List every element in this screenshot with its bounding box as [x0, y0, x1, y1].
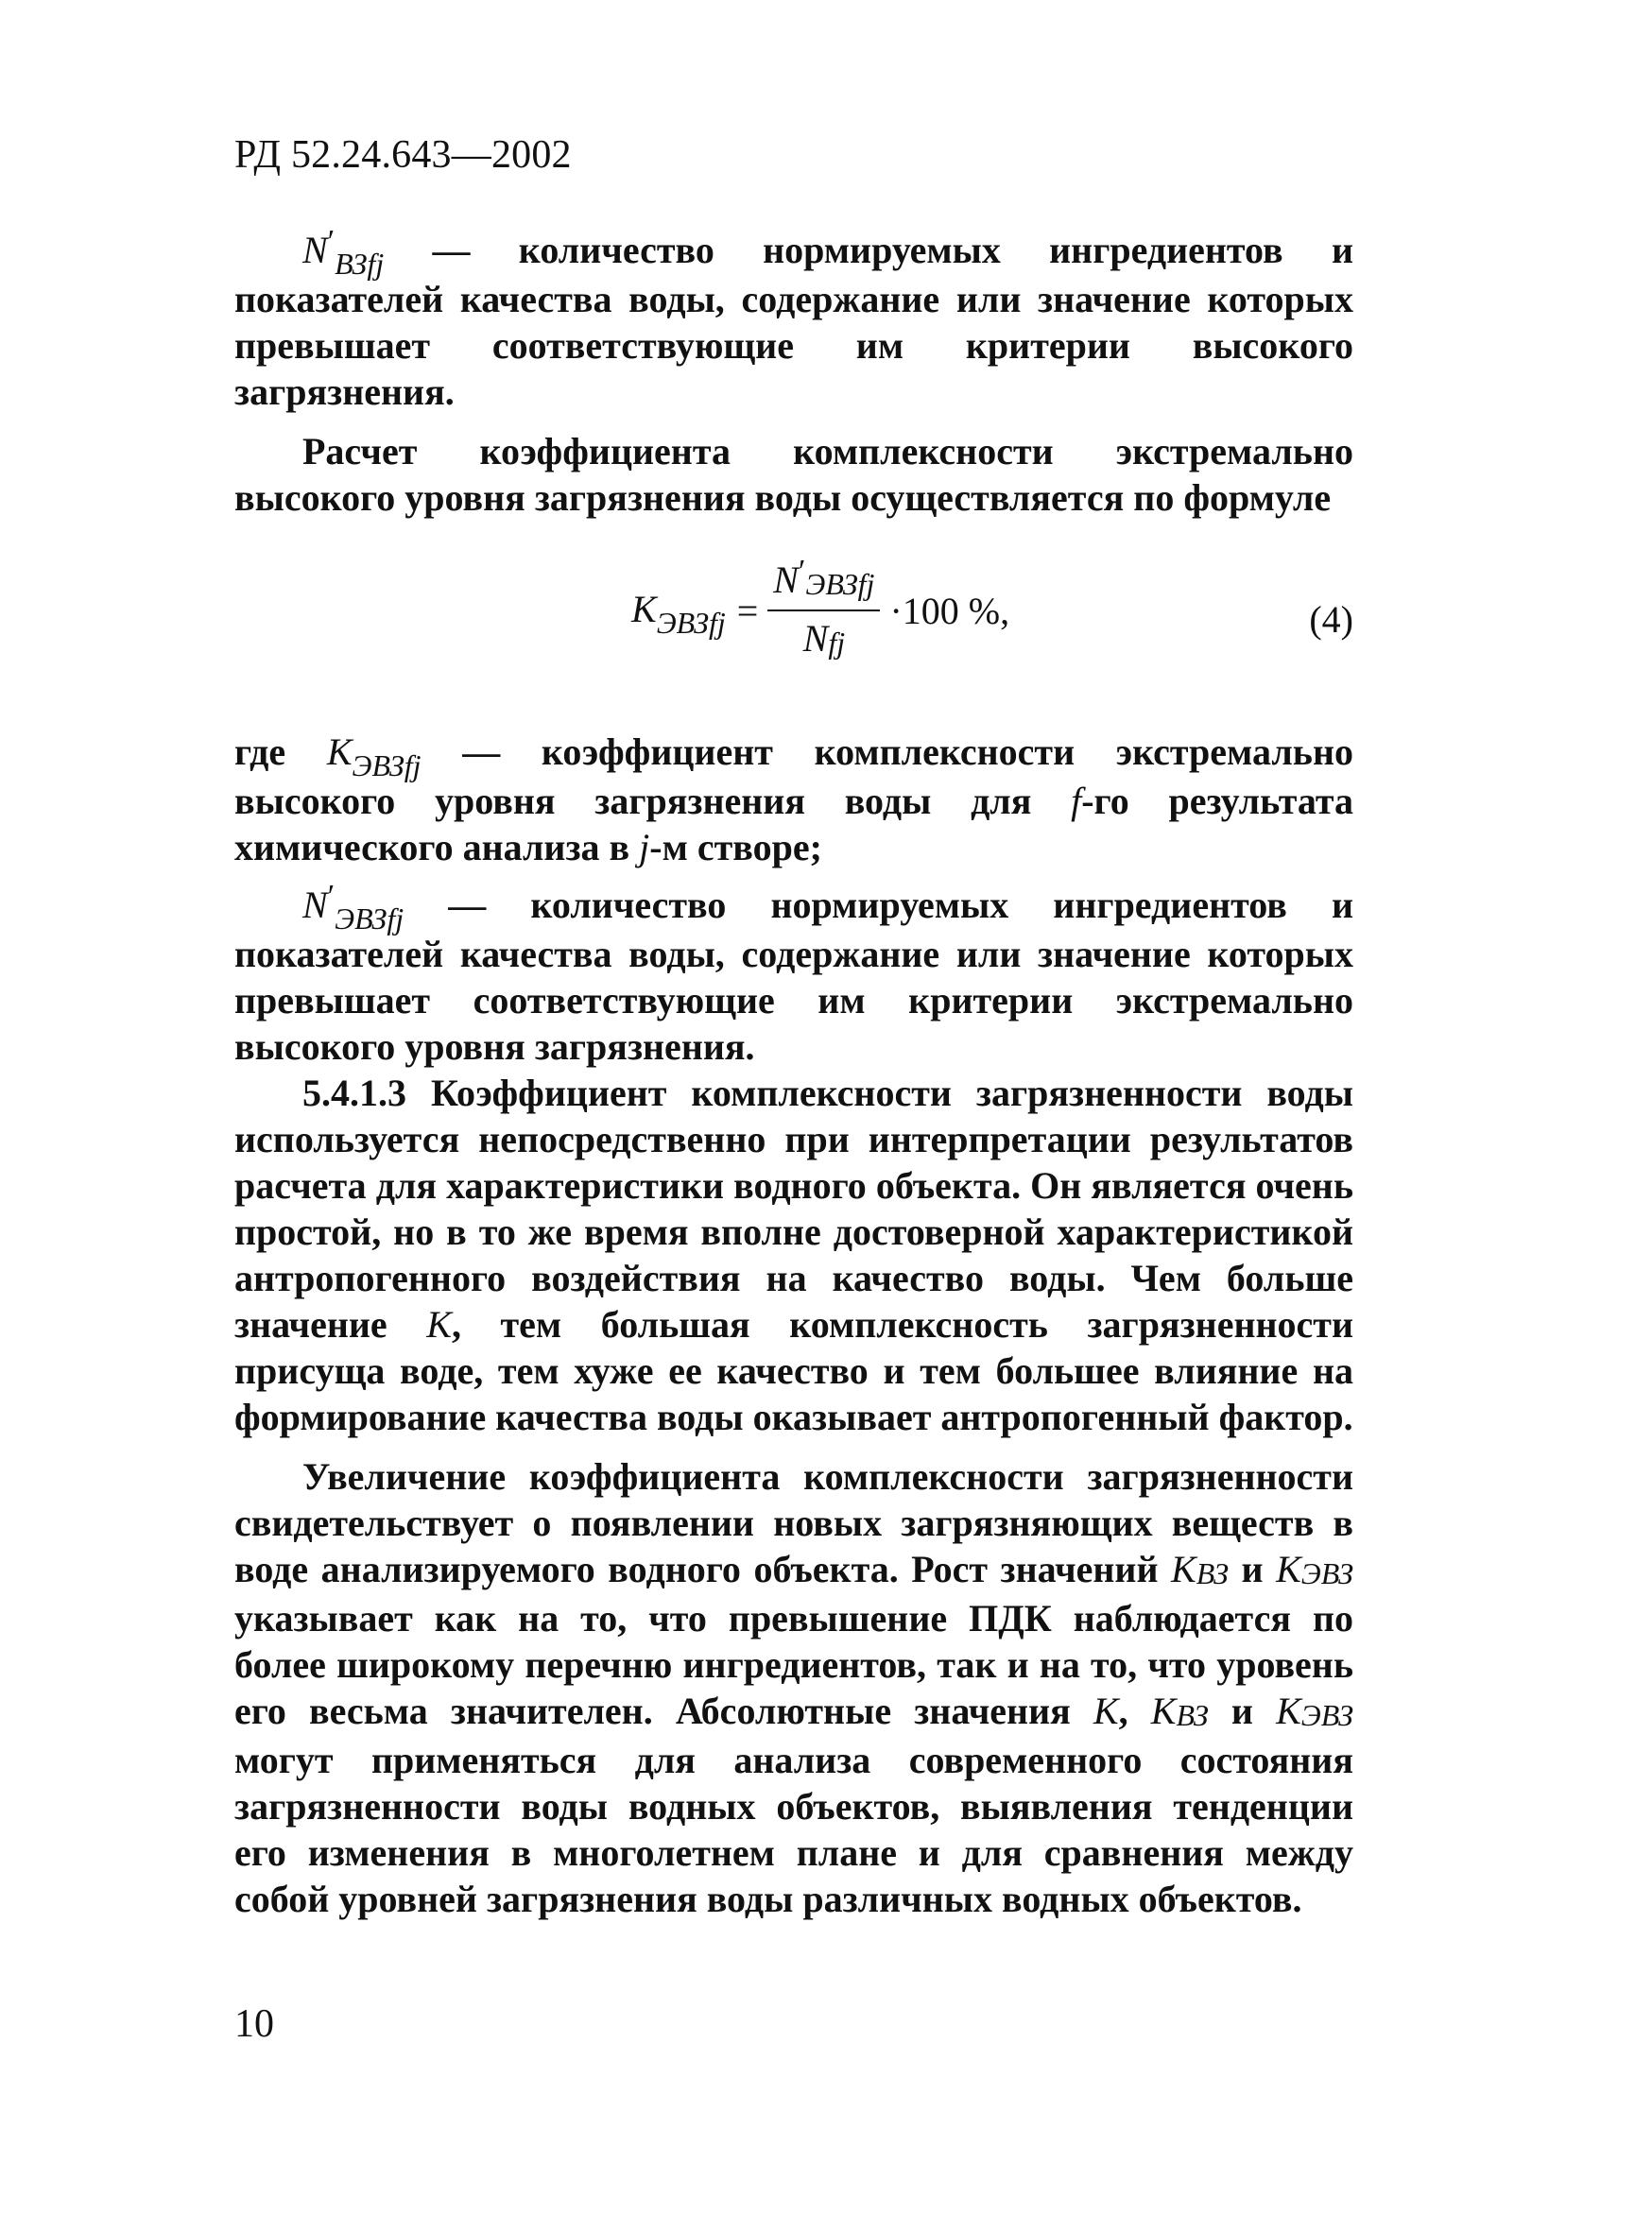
- document-body: [234, 224, 1354, 1922]
- formula-fraction: [767, 554, 880, 664]
- definition-n-vz: [234, 224, 1353, 415]
- symbol-n-vz: $N'_{ВЗfj}$: [302, 224, 385, 281]
- formula-lhs: $K_{ЭВЗfj}$: [631, 588, 726, 640]
- page-number: 10: [234, 2002, 274, 2046]
- paragraph-5-4-1-3: 5.4.1.3 Коэффициент комплексности загрязненности воды используется непосредственно при интерпретации результатов расчета для характеристики водного объекта. Он является очень простой, но в то же время вполне достоверной характеристикой антропогенного воздействия на качество воды. Чем больше значение K, тем большая комплексность загрязненности присуща воде, тем хуже ее качество и тем большее влияние на формирование качества воды оказывает антропогенный фактор.: [234, 1072, 1353, 1438]
- formula-equals: =: [736, 589, 759, 632]
- document-header: РД 52.24.643—2002: [234, 133, 572, 177]
- formula-4: [234, 540, 1353, 710]
- formula-tail: ·100 %,: [889, 589, 1010, 632]
- equation-number: (4): [1309, 598, 1353, 641]
- symbol-n-evz: $N'_{ЭВЗfj}$: [302, 879, 404, 936]
- definition-n-evz-text: — количество нормируемых ингредиентов и показателей качества воды, содержание или значение которых превышает соответствующие им критерии экстремально высокого уровня загрязнения.: [234, 884, 1353, 1068]
- formula-denominator: Nfj: [802, 617, 846, 660]
- formula-numerator: N′ЭВЗfj: [767, 557, 880, 611]
- definition-n-evz: [234, 879, 1353, 1070]
- formula-expression: [631, 554, 1010, 664]
- formula-intro-paragraph: Расчет коэффициента комплексности экстремально высокого уровня загрязнения воды осуществляется по формуле: [234, 430, 1353, 519]
- where-definition-k-evz: где $K_{ЭВЗfj}$ — коэффициент комплексности экстремально высокого уровня загрязнения воды для f-го результата химического анализа в j-м створе;: [234, 730, 1353, 868]
- definition-n-vz-text: — количество нормируемых ингредиентов и показателей качества воды, содержание или значение которых превышает соответствующие им критерии высокого загрязнения.: [234, 229, 1353, 413]
- paragraph-increase: Увеличение коэффициента комплексности загрязненности свидетельствует о появлении новых загрязняющих веществ в воде анализируемого водного объекта. Рост значений KВЗ и KЭВЗ указывает как на то, что превышение ПДК наблюдается по более широкому перечню ингредиентов, так и на то, что уровень его весьма значителен. Абсолютные значения K, KВЗ и KЭВЗ могут применяться для анализа современного состояния загрязненности воды водных объектов, выявления тенденции его изменения в многолетнем плане и для сравнения между собой уровней загрязнения воды различных водных объектов.: [234, 1455, 1354, 1920]
